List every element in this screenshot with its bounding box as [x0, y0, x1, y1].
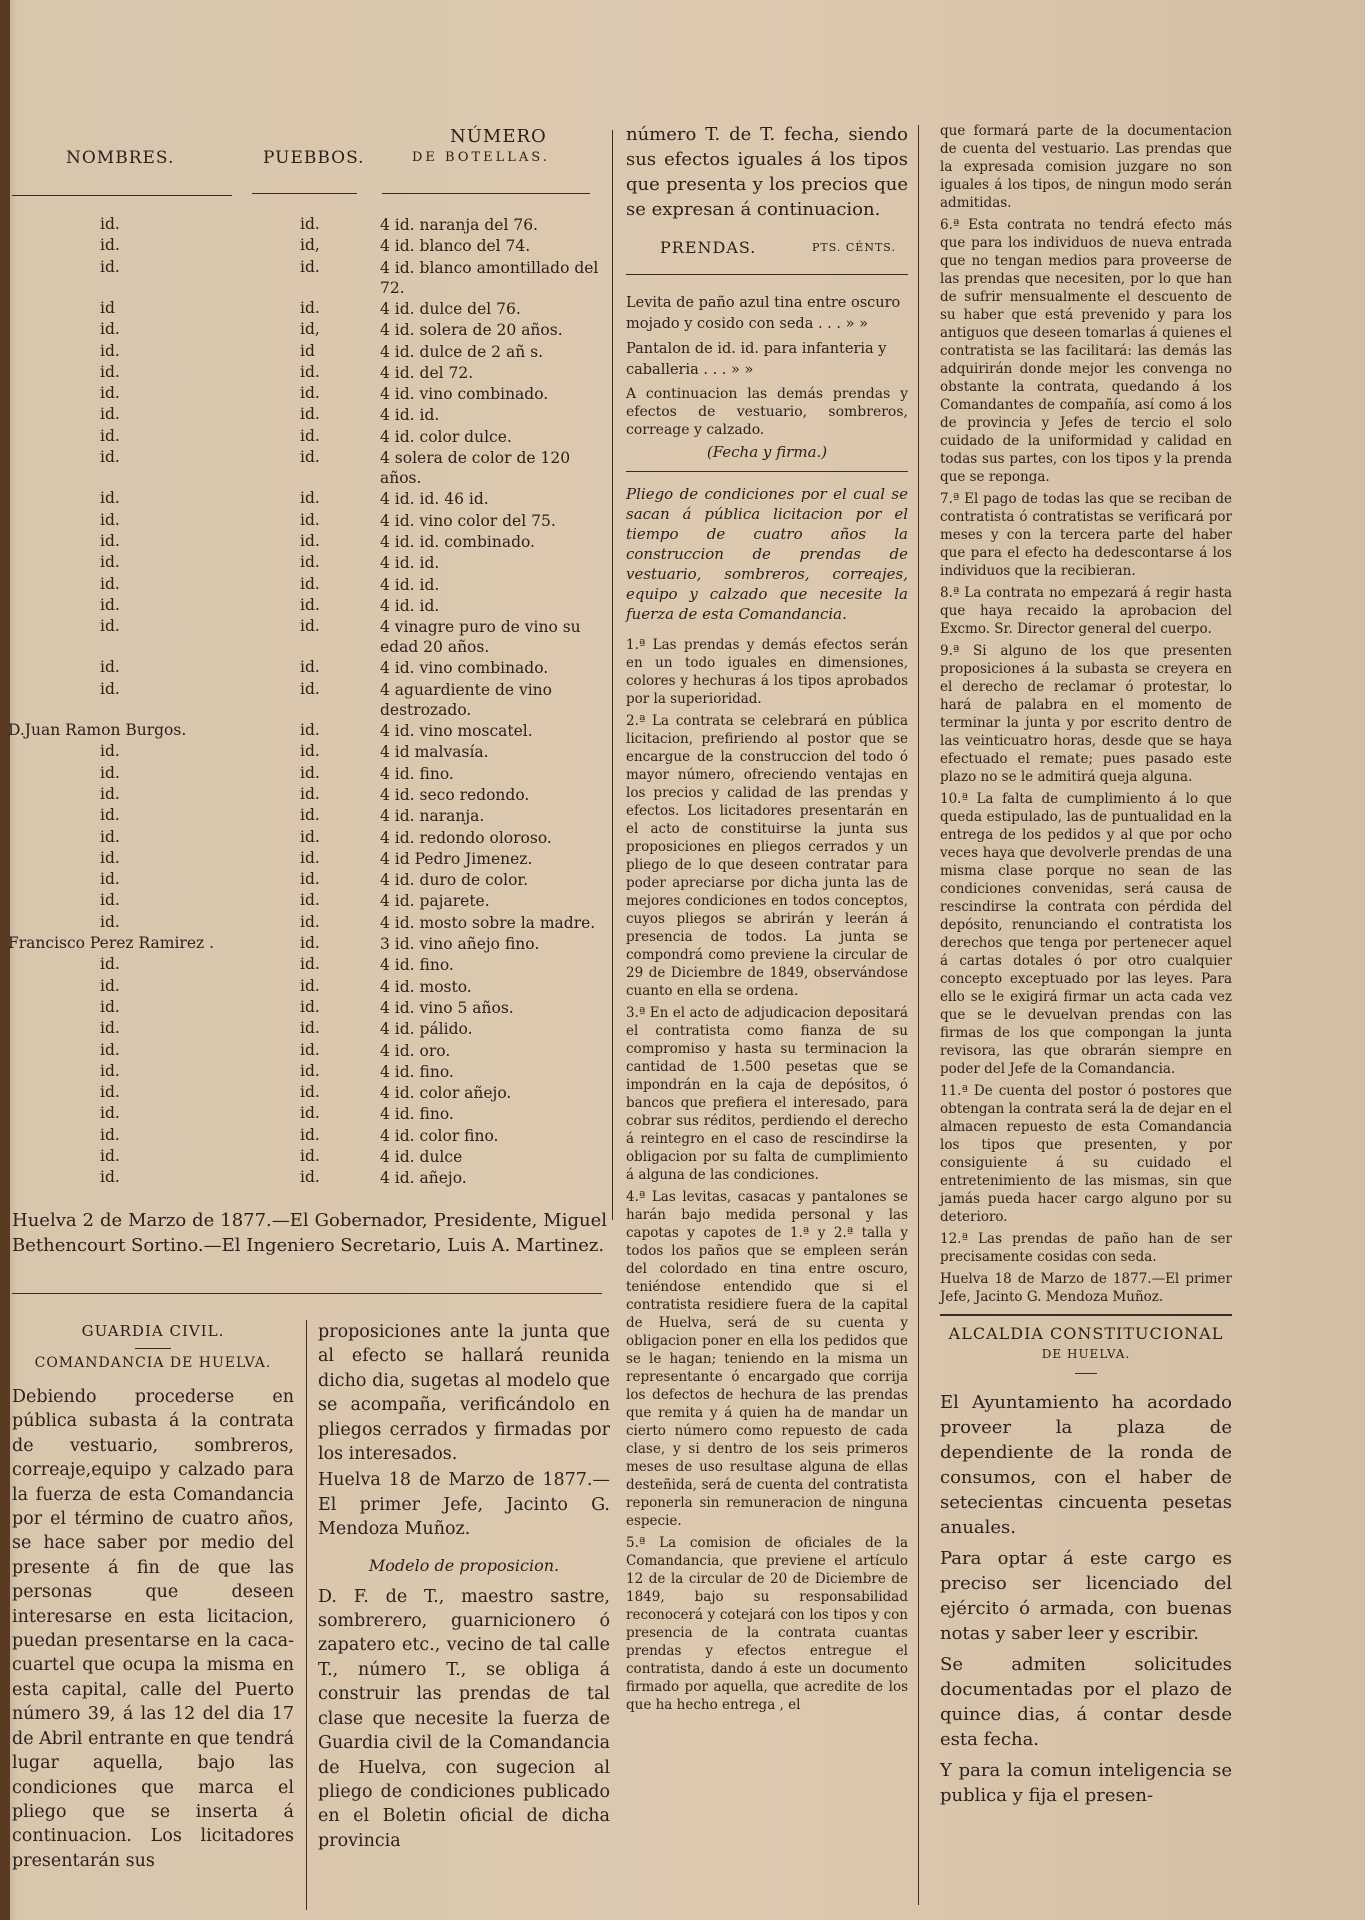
row-town: id. — [300, 934, 320, 952]
row-town: id. — [300, 1104, 320, 1123]
row-town: id. — [300, 742, 320, 761]
row-bottles: 4 vinagre puro de vino su edad 20 años. — [380, 618, 581, 657]
row-bottles: 4 id. dulce — [380, 1148, 463, 1166]
condition-10: 10.ª La falta de cumplimiento á lo que queda estipulado, las de puntualidad en la entrega de los pedidos y al que por ocho veces haya que devolverle prendas de una misma clase porque no sean de las condiciones convenidas, será causa de rescindirse la contrata con pérdida del depósito, renunciando el contratista los derechos que tenga por pertenecer aquel á cartas dotales ó por otro cualquier concepto exceptuado por las leyes. Para ello se le exigirá firmar un acta cada vez que se le devuelvan prendas con las firmas de los que compongan la junta revisora, las que obrarán siempre en poder del Jefe de la Comandancia. — [940, 791, 1232, 1077]
row-name: id. — [100, 236, 120, 255]
row-name: id. — [100, 870, 120, 889]
row-bottles: 4 id. redondo oloroso. — [380, 828, 552, 847]
conditions-column-2 — [940, 122, 1232, 1808]
row-name: id. — [100, 362, 120, 381]
prendas-label: PRENDAS. — [660, 238, 757, 257]
row-town: id. — [300, 531, 320, 550]
divider — [626, 274, 908, 275]
header-towns: PUEBBOS. — [263, 148, 365, 168]
row-town: id, — [300, 236, 320, 255]
row-town: id. — [300, 679, 320, 698]
guardia-title: GUARDIA CIVIL. — [81, 1322, 225, 1340]
row-name: id. — [100, 531, 120, 550]
row-bottles: 4 id. fino. — [380, 956, 454, 975]
prenda-continuation: A continuacion las demás prendas y efectos de vestuario, sombreros, correage y calzado. — [626, 386, 908, 438]
row-town: id. — [300, 617, 320, 636]
prenda-row: Pantalon de id. id. para infanteria y caballeria . . . » » — [626, 341, 887, 378]
row-town: id. — [300, 510, 320, 529]
row-name: id. — [100, 1147, 120, 1165]
row-town: id. — [300, 1061, 320, 1080]
condition-12: 12.ª Las prendas de paño han de ser precisamente cosidas con seda. — [940, 1231, 1232, 1265]
row-name: id. — [100, 595, 120, 614]
row-name: id. — [100, 1125, 120, 1144]
row-town: id. — [300, 595, 320, 614]
alcaldia-p2: Para optar á este cargo es preciso ser licenciado del ejército ó armada, con buenas notas y saber leer y escribir. — [940, 1548, 1232, 1644]
header-number-sub: DE BOTELLAS. — [412, 150, 550, 165]
row-name: id. — [100, 679, 120, 698]
row-name: D.Juan Ramon Burgos. — [8, 721, 187, 739]
row-name: id. — [100, 827, 120, 846]
row-town: id. — [300, 763, 320, 782]
row-name: id. — [100, 1040, 120, 1059]
row-name: id. — [100, 1083, 120, 1102]
row-bottles: 4 id. id. — [380, 596, 440, 615]
fecha-firma: (Fecha y firma.) — [706, 443, 828, 461]
row-town: id. — [300, 426, 320, 445]
row-town: id. — [300, 384, 320, 403]
row-town: id. — [300, 1040, 320, 1059]
row-bottles: 4 id malvasía. — [380, 743, 489, 762]
row-town: id. — [300, 658, 320, 677]
row-bottles: 4 id. vino moscatel. — [380, 722, 533, 740]
row-name: id. — [100, 912, 120, 931]
row-name: id. — [100, 763, 120, 782]
row-town: id. — [300, 721, 320, 739]
row-bottles: 4 id. color dulce. — [380, 427, 512, 446]
divider — [1075, 1373, 1097, 1374]
pliego-title: Pliego de condiciones por el cual se sacan á pública licitacion por el tiempo de cuatro años la construccion de prendas de vestuario, sombreros, correajes, equipo y calzado que necesite la fuerza de esta Comandancia. — [626, 485, 908, 623]
row-bottles: 4 id. del 72. — [380, 363, 474, 382]
pts-label: PTS. CÉNTS. — [812, 241, 896, 254]
row-town: id. — [300, 215, 320, 233]
row-town: id. — [300, 1147, 320, 1165]
row-bottles: 4 id. duro de color. — [380, 871, 529, 890]
row-name: id. — [100, 891, 120, 910]
row-town: id. — [300, 997, 320, 1016]
conditions-sign: Huelva 18 de Marzo de 1877.—El primer Jefe, Jacinto G. Mendoza Muñoz. — [940, 1271, 1232, 1305]
row-bottles: 4 id. mosto. — [380, 977, 472, 996]
row-bottles: 4 id Pedro Jimenez. — [380, 849, 533, 868]
header-rule — [252, 193, 357, 194]
row-bottles: 4 id. id. combinado. — [380, 532, 535, 551]
row-bottles: 4 id. vino combinado. — [380, 385, 549, 404]
modelo-text: D. F. de T., maestro sastre, sombrerero, guarnicionero ó zapatero etc., vecino de tal calle T., número T., se obliga á construir las prendas de tal clase que necesite la fuerza de Guardia civil de la Comandancia de Huelva, con sugecion al pliego de condiciones publicado en el Boletin oficial de dicha provincia — [318, 1586, 610, 1851]
row-bottles: 4 id. fino. — [380, 764, 454, 783]
guardia-column — [12, 1322, 294, 1873]
alcaldia-p3: Se admiten solicitudes documentadas por el plazo de quince dias, á contar desde esta fecha. — [940, 1654, 1232, 1750]
row-town: id — [300, 341, 315, 360]
alcaldia-subtitle: DE HUELVA. — [1041, 1347, 1131, 1361]
row-town: id. — [300, 553, 320, 572]
row-bottles: 4 id. dulce de 2 añ s. — [380, 342, 544, 361]
header-names: NOMBRES. — [66, 148, 175, 168]
column-rule — [612, 130, 613, 1220]
row-town: id. — [300, 489, 320, 508]
row-bottles: 4 id. color fino. — [380, 1126, 499, 1145]
bottle-table — [0, 215, 600, 1195]
condition-7: 7.ª El pago de todas las que se reciban de contratista ó contratistas se verificará por meses y con la tercera parte del haber que para el efecto ha dedescontarse á los individuos que la recibieran. — [940, 491, 1232, 579]
prenda-row: Levita de paño azul tina entre oscuro mojado y cosido con seda . . . » » — [626, 295, 901, 332]
row-town: id. — [300, 848, 320, 867]
condition-2: 2.ª La contrata se celebrará en pública licitacion, prefiriendo al postor que se encargue de la construccion del todo ó mayor número, ofreciendo ventajas en los precios y calidad de las prendas y efectos. Los licitadores presentarán en el acto de constituirse la junta sus proposiciones en pliegos cerrados y un pliego de lo que deseen contratar para poder apreciarse por dicha junta las de mejores condiciones en todos conceptos, cuyos pliegos se abrirán y leerán á presencia de todos. La junta se compondrá como previene la circular de 29 de Diciembre de 1849, observándose cuanto en ella se ordena. — [626, 713, 908, 999]
row-bottles: 4 solera de color de 120 años. — [380, 449, 571, 487]
condition-11: 11.ª De cuenta del postor ó postores que obtengan la contrata será la de dejar en el almacen repuesto de esta Comandancia los tipos que presenten, y por consiguiente á su cuidado el entretenimiento de las mismas, sin que jamás pueda hacer cargo alguno por su deterioro. — [940, 1083, 1232, 1225]
row-bottles: 4 id. oro. — [380, 1041, 451, 1060]
row-bottles: 4 id. solera de 20 años. — [380, 321, 563, 340]
row-bottles: 4 id. id. 46 id. — [380, 490, 489, 509]
row-name: id. — [100, 510, 120, 529]
row-name: id. — [100, 617, 120, 636]
row-town: id. — [300, 827, 320, 846]
row-name: id. — [100, 215, 120, 233]
row-town: id. — [300, 784, 320, 803]
row-bottles: 4 id. vino combinado. — [380, 659, 549, 678]
row-town: id. — [300, 257, 320, 276]
row-name: id. — [100, 1168, 120, 1187]
row-name: id. — [100, 341, 120, 360]
row-name: id. — [100, 426, 120, 445]
condition-9: 9.ª Si alguno de los que presenten proposiciones á la subasta se creyera en el derecho de reclamar ó protestar, lo hará de palabra en el momento de terminar la junta y por escrito dentro de las veinticuatro horas, desde que se haya efectuado el remate; pues pasado este plazo no se le admitirá queja alguna. — [940, 643, 1232, 785]
row-name: Francisco Perez Ramirez . — [8, 934, 215, 952]
row-town: id. — [300, 448, 320, 466]
row-town: id. — [300, 976, 320, 995]
row-name: id. — [100, 384, 120, 403]
row-bottles: 4 id. vino 5 años. — [380, 998, 514, 1017]
row-bottles: 4 id. añejo. — [380, 1169, 467, 1188]
row-town: id. — [300, 405, 320, 424]
row-bottles: 4 id. naranja del 76. — [380, 216, 538, 234]
section-rule — [12, 1293, 602, 1294]
row-town: id. — [300, 298, 320, 317]
condition-cont: que formará parte de la documentacion de cuenta del vestuario. Las prendas que la expresada comision juzgare no son iguales á los tipos, de ningun modo serán admitidas. — [940, 123, 1232, 211]
row-town: id. — [300, 1019, 320, 1038]
row-name: id. — [100, 784, 120, 803]
row-bottles: 4 id. blanco amontillado del 72. — [380, 258, 599, 297]
row-name: id. — [100, 320, 120, 339]
row-name: id. — [100, 1061, 120, 1080]
alcaldia-p1: El Ayuntamiento ha acordado proveer la plaza de dependiente de la ronda de consumos, con el haber de setecientas cincuenta pesetas anuales. — [940, 1392, 1232, 1538]
row-bottles: 4 id. seco redondo. — [380, 785, 530, 804]
row-town: id. — [300, 806, 320, 825]
row-bottles: 4 id. pálido. — [380, 1020, 473, 1039]
condition-4: 4.ª Las levitas, casacas y pantalones se harán bajo medida personal y las capotas y capotes de 1.ª y 2.ª talla y todos los paños que se empleen serán del colordado en tina entre oscuro, teniéndose entendido que si el contratista residiere fuera de la capital de Huelva, será de su cuenta y obligacion poner en ella los pedidos que se le hagan; teniendo en la misma un representante ó encargado que corrija los defectos de hechura de las prendas que remita y á quien ha de mandar un cierto número como repuesto de cada clase, y si dentro de los seis primeros meses de uso resultase alguna de ellas desteñida, será de cuenta del contratista reponerla sin remuneracion de ninguna especie. — [626, 1189, 908, 1529]
prenda-intro: número T. de T. fecha, siendo sus efectos iguales á los tipos que presenta y los precios que se expresan á continuacion. — [626, 124, 908, 220]
row-town: id. — [300, 870, 320, 889]
column-rule — [306, 1320, 307, 1910]
row-town: id. — [300, 891, 320, 910]
divider — [135, 1348, 171, 1349]
condition-5: 5.ª La comision de oficiales de la Comandancia, que previene el artículo 12 de la circular de 20 de Diciembre de 1849, bajo su responsabilidad reconocerá y cotejará con los tipos y con presencia de la contrata cuantas prendas y efectos entregue el contratista, dando á este un documento firmado por aquella, que acredite de los que ha hecho entrega , el — [626, 1535, 908, 1713]
alcaldia-title: ALCALDIA CONSTITUCIONAL — [948, 1324, 1224, 1343]
condition-6: 6.ª Esta contrata no tendrá efecto más que para los individuos de nueva entrada que no tengan medios para proveerse de las prendas que necesiten, por lo que han de sufrir mensualmente el descuento de su haber que está prevenido y para los antiguos que deseen tomarlas á quienes el contratista se las facilitará: las demás las adquirirán donde mejor les convenga no obstante la contrata, quedando á los Comandantes de compañía, así como á los de provincia y Jefes de tercio el solo cuidado de la uniformidad y calidad en todas sus partes, con los tipos y la prenda que se reponga. — [940, 217, 1232, 485]
row-name: id. — [100, 553, 120, 572]
guardia-subtitle: COMANDANCIA DE HUELVA. — [34, 1355, 272, 1371]
row-bottles: 4 id. vino color del 75. — [380, 511, 556, 530]
divider — [626, 471, 908, 472]
header-rule — [382, 193, 590, 194]
row-town: id. — [300, 912, 320, 931]
row-bottles: 4 id. id. — [380, 575, 440, 594]
modelo-title: Modelo de proposicion. — [368, 1555, 560, 1575]
header-rule — [12, 195, 232, 196]
row-name: id. — [100, 1019, 120, 1038]
guardia-text: Debiendo procederse en pública subasta á la contrata de vestuario, sombreros, correaje,equipo y calzado para la fuerza de esta Comandancia por el término de cuatro años, se hace saber por medio del presente á fin de que las personas que deseen interesarse en esta licitacion, puedan presentarse en la caca-cuartel que ocupa la misma en esta capital, calle del Puerto número 39, á las 12 del dia 17 de Abril entrante en que tendrá lugar aquella, bajo las condiciones que marca el pliego que se inserta á continuacion. Los licitadores presentarán sus — [12, 1387, 295, 1871]
row-name: id. — [100, 976, 120, 995]
condition-1: 1.ª Las prendas y demás efectos serán en un todo iguales en dimensiones, colores y hechuras á los tipos aprobados por la superioridad. — [626, 637, 908, 707]
row-bottles: 4 id. fino. — [380, 1105, 454, 1124]
row-name: id. — [100, 574, 120, 593]
row-name: id. — [100, 658, 120, 677]
row-town: id, — [300, 320, 320, 339]
condition-3: 3.ª En el acto de adjudicacion depositará el contratista como fianza de su compromiso y hasta su terminacion la cantidad de 1.500 pesetas que se impondrán en la caja de depósitos, ó bancos que prefiera el interesado, para cobrar sus réditos, perdiendo el derecho á reintegro en el caso de rescindirse la obligacion por su falta de cumplimiento á alguna de las condiciones. — [626, 1005, 908, 1183]
row-name: id. — [100, 955, 120, 974]
row-bottles: 4 id. fino. — [380, 1062, 454, 1081]
row-name: id — [100, 298, 115, 317]
row-name: id. — [100, 997, 120, 1016]
row-bottles: 4 id. mosto sobre la madre. — [380, 913, 596, 932]
row-bottles: 3 id. vino añejo fino. — [380, 935, 540, 953]
column-rule — [918, 125, 919, 1905]
guardia-sign: Huelva 18 de Marzo de 1877.—El primer Jefe, Jacinto G. Mendoza Muñoz. — [318, 1470, 610, 1540]
row-name: id. — [100, 405, 120, 424]
row-bottles: 4 id. pajarete. — [380, 892, 490, 911]
row-bottles: 4 id. naranja. — [380, 807, 485, 826]
row-town: id. — [300, 1168, 320, 1187]
guardia-text-2: proposiciones ante la junta que al efecto se hallará reunida dicho dia, sugetas al modelo que se acompaña, verificándolo en pliegos cerrados y firmadas por los interesados. — [318, 1322, 610, 1465]
row-name: id. — [100, 489, 120, 508]
row-name: id. — [100, 448, 120, 466]
header-number: NÚMERO — [450, 126, 547, 147]
conditions-column — [626, 122, 908, 1718]
row-name: id. — [100, 742, 120, 761]
prendas-header — [626, 238, 908, 268]
row-town: id. — [300, 955, 320, 974]
row-bottles: 4 id. blanco del 74. — [380, 237, 531, 256]
row-bottles: 4 aguardiente de vino destrozado. — [380, 680, 552, 719]
row-name: id. — [100, 1104, 120, 1123]
table-footer: Huelva 2 de Marzo de 1877.—El Gobernador, Presidente, Miguel Bethencourt Sortino.—El Ingeniero Secretario, Luis A. Martinez. — [12, 1210, 607, 1256]
guardia-column-2 — [318, 1320, 610, 1853]
row-bottles: 4 id. id. — [380, 554, 440, 573]
row-name: id. — [100, 257, 120, 276]
row-bottles: 4 id. color añejo. — [380, 1084, 512, 1103]
divider — [940, 1314, 1232, 1316]
condition-8: 8.ª La contrata no empezará á regir hasta que haya recaido la aprobacion del Excmo. Sr. Director general del cuerpo. — [940, 585, 1232, 637]
row-town: id. — [300, 574, 320, 593]
alcaldia-p4: Y para la comun inteligencia se publica y fija el presen- — [940, 1760, 1232, 1806]
row-town: id. — [300, 1083, 320, 1102]
row-name: id. — [100, 848, 120, 867]
row-name: id. — [100, 806, 120, 825]
row-bottles: 4 id. dulce del 76. — [380, 299, 521, 318]
row-bottles: 4 id. id. — [380, 406, 440, 425]
row-town: id. — [300, 362, 320, 381]
row-town: id. — [300, 1125, 320, 1144]
